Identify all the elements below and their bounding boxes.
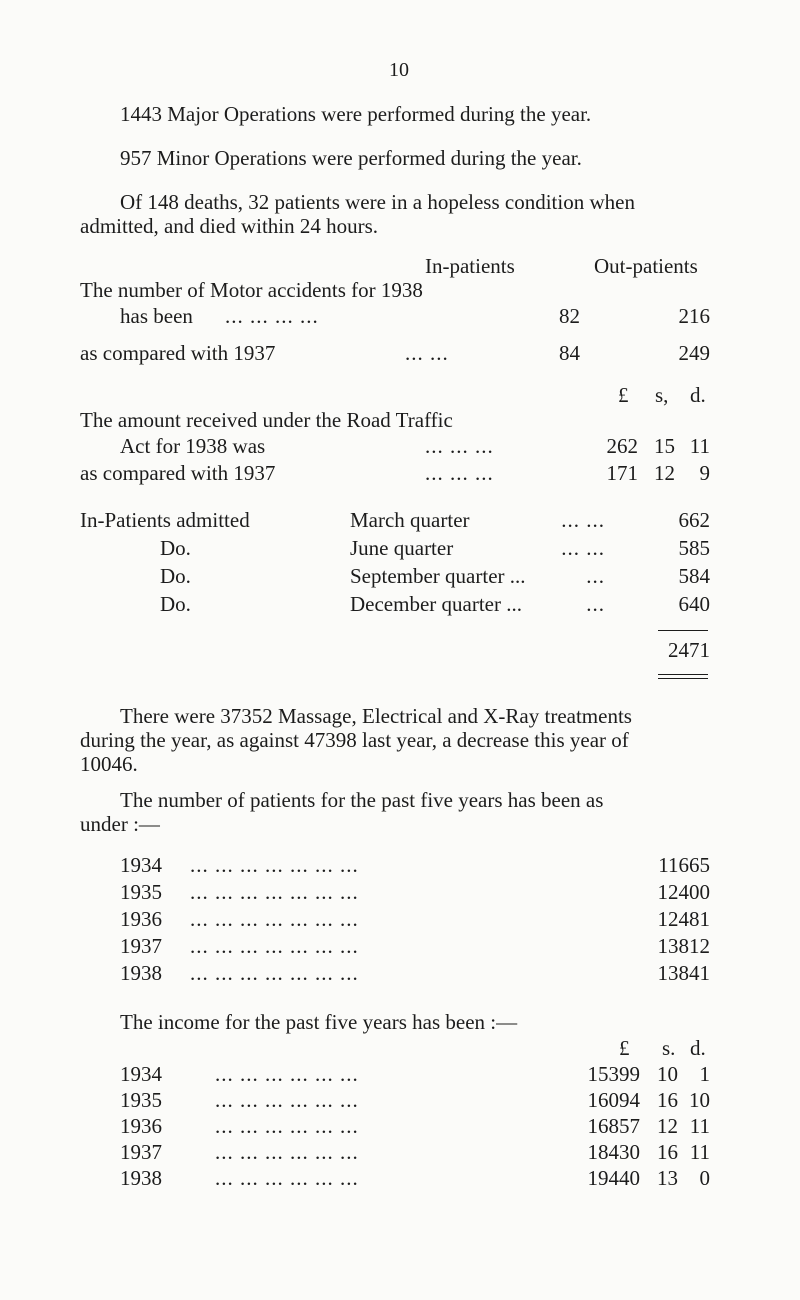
pence-header: d. bbox=[690, 1036, 706, 1060]
leader-dots: ... bbox=[586, 564, 605, 588]
admissions-row-value: 662 bbox=[678, 508, 710, 532]
income-pence: 11 bbox=[689, 1114, 710, 1138]
amount-1938-pence: 11 bbox=[689, 434, 710, 458]
leader-dots: ... ... bbox=[561, 536, 605, 560]
income-pounds: 16094 bbox=[587, 1088, 640, 1112]
leader-dots: ... ... ... ... ... ... bbox=[215, 1062, 359, 1086]
patients-intro-line2: under :— bbox=[80, 812, 160, 836]
in-patients-1937: 84 bbox=[559, 341, 580, 365]
double-rule-bottom bbox=[658, 678, 708, 679]
amount-1937-pounds: 171 bbox=[606, 461, 638, 485]
admissions-row-quarter: March quarter bbox=[350, 508, 470, 532]
out-patients-1938: 216 bbox=[678, 304, 710, 328]
income-year: 1934 bbox=[120, 1062, 162, 1086]
amount-1937-pence: 9 bbox=[699, 461, 710, 485]
leader-dots: ... ... ... ... ... ... bbox=[215, 1140, 359, 1164]
admissions-row-prefix: Do. bbox=[160, 592, 191, 616]
income-intro: The income for the past five years has been :— bbox=[120, 1010, 518, 1034]
shillings-header: s. bbox=[662, 1036, 676, 1060]
admissions-row-prefix: Do. bbox=[160, 564, 191, 588]
leader-dots: ... bbox=[586, 592, 605, 616]
income-pounds: 18430 bbox=[587, 1140, 640, 1164]
has-been-label: has been bbox=[120, 304, 193, 328]
amount-1938-pounds: 262 bbox=[606, 434, 638, 458]
patients-intro-line1: The number of patients for the past five years has been as bbox=[120, 788, 604, 812]
admissions-total: 2471 bbox=[668, 638, 710, 662]
leader-dots: ... ... ... ... ... ... bbox=[215, 1166, 359, 1190]
patients-count: 13812 bbox=[657, 934, 710, 958]
act-1938-label: Act for 1938 was bbox=[120, 434, 266, 458]
admissions-row-value: 585 bbox=[678, 536, 710, 560]
out-patients-1937: 249 bbox=[678, 341, 710, 365]
patients-count: 12481 bbox=[657, 907, 710, 931]
leader-dots: ... ... bbox=[561, 508, 605, 532]
treatments-text-line2: during the year, as against 47398 last year, a decrease this year of bbox=[80, 728, 629, 752]
admissions-row-quarter: September quarter ... bbox=[350, 564, 526, 588]
leader-dots: ... ... ... ... ... ... bbox=[215, 1088, 359, 1112]
out-patients-header: Out-patients bbox=[594, 254, 698, 278]
income-pounds: 16857 bbox=[587, 1114, 640, 1138]
pound-header: £ bbox=[618, 383, 629, 407]
income-pence: 11 bbox=[689, 1140, 710, 1164]
patients-count: 12400 bbox=[657, 880, 710, 904]
treatments-text-line3: 10046. bbox=[80, 752, 138, 776]
pound-header: £ bbox=[619, 1036, 630, 1060]
admissions-row-value: 584 bbox=[678, 564, 710, 588]
leader-dots: ... ... ... ... bbox=[225, 304, 319, 328]
admissions-row-quarter: December quarter ... bbox=[350, 592, 522, 616]
leader-dots: ... ... ... ... ... ... ... bbox=[190, 880, 359, 904]
shillings-header: s, bbox=[655, 383, 669, 407]
income-shillings: 16 bbox=[657, 1140, 678, 1164]
income-pence: 1 bbox=[699, 1062, 710, 1086]
leader-dots: ... ... ... ... ... ... ... bbox=[190, 961, 359, 985]
admissions-row-prefix: Do. bbox=[160, 536, 191, 560]
income-year: 1937 bbox=[120, 1140, 162, 1164]
leader-dots: ... ... ... bbox=[425, 461, 494, 485]
in-patients-header: In-patients bbox=[425, 254, 515, 278]
patients-year: 1934 bbox=[120, 853, 162, 877]
income-year: 1935 bbox=[120, 1088, 162, 1112]
income-shillings: 12 bbox=[657, 1114, 678, 1138]
admissions-row-quarter: June quarter bbox=[350, 536, 454, 560]
minor-operations-text: 957 Minor Operations were performed during the year. bbox=[120, 146, 582, 170]
pence-header: d. bbox=[690, 383, 706, 407]
patients-year: 1938 bbox=[120, 961, 162, 985]
income-year: 1938 bbox=[120, 1166, 162, 1190]
patients-year: 1937 bbox=[120, 934, 162, 958]
double-rule-top bbox=[658, 674, 708, 675]
leader-dots: ... ... ... ... ... ... ... bbox=[190, 907, 359, 931]
patients-count: 11665 bbox=[658, 853, 710, 877]
deaths-text-line2: admitted, and died within 24 hours. bbox=[80, 214, 379, 238]
income-pence: 0 bbox=[699, 1166, 710, 1190]
motor-accidents-label: The number of Motor accidents for 1938 bbox=[80, 278, 423, 302]
in-patients-1938: 82 bbox=[559, 304, 580, 328]
sum-rule bbox=[658, 630, 708, 631]
income-year: 1936 bbox=[120, 1114, 162, 1138]
income-shillings: 16 bbox=[657, 1088, 678, 1112]
income-shillings: 13 bbox=[657, 1166, 678, 1190]
page-number: 10 bbox=[389, 59, 409, 81]
patients-year: 1936 bbox=[120, 907, 162, 931]
compared-1937-label: as compared with 1937 bbox=[80, 341, 276, 365]
admissions-row-prefix: In-Patients admitted bbox=[80, 508, 250, 532]
deaths-text-line1: Of 148 deaths, 32 patients were in a hopeless condition when bbox=[120, 190, 635, 214]
treatments-text-line1: There were 37352 Massage, Electrical and X-Ray treatments bbox=[120, 704, 632, 728]
leader-dots: ... ... ... ... ... ... ... bbox=[190, 934, 359, 958]
income-shillings: 10 bbox=[657, 1062, 678, 1086]
income-pence: 10 bbox=[689, 1088, 710, 1112]
road-traffic-label: The amount received under the Road Traffic bbox=[80, 408, 453, 432]
leader-dots: ... ... ... bbox=[425, 434, 494, 458]
amount-1938-shillings: 15 bbox=[654, 434, 675, 458]
leader-dots: ... ... ... ... ... ... ... bbox=[190, 853, 359, 877]
admissions-row-value: 640 bbox=[678, 592, 710, 616]
leader-dots: ... ... ... ... ... ... bbox=[215, 1114, 359, 1138]
income-pounds: 15399 bbox=[587, 1062, 640, 1086]
leader-dots: ... ... bbox=[405, 341, 449, 365]
patients-year: 1935 bbox=[120, 880, 162, 904]
patients-count: 13841 bbox=[657, 961, 710, 985]
income-pounds: 19440 bbox=[587, 1166, 640, 1190]
amount-1937-shillings: 12 bbox=[654, 461, 675, 485]
compared-1937-label: as compared with 1937 bbox=[80, 461, 276, 485]
major-operations-text: 1443 Major Operations were performed during the year. bbox=[120, 102, 592, 126]
